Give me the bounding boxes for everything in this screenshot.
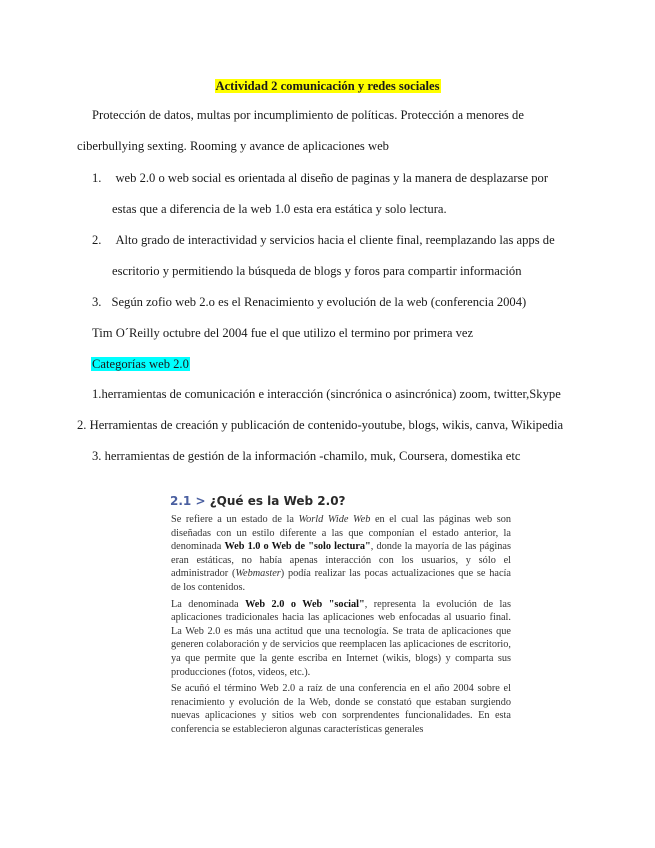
category-1: 1.herramientas de comunicación e interacción (sincrónica o asincrónica) zoom, twitter,Skype xyxy=(92,387,561,401)
scan-arrow-icon: > xyxy=(195,494,206,508)
categories-heading xyxy=(91,356,190,372)
category-2: 2. Herramientas de creación y publicación de contenido-youtube, blogs, wikis, canva, Wikipedia xyxy=(77,418,564,432)
list-item-2 xyxy=(92,232,555,248)
list-item-3-text: Según zofio web 2.o es el Renacimiento y evolución de la web (conferencia 2004) xyxy=(111,295,527,309)
scan-p1-webmaster: Webmaster xyxy=(235,568,281,580)
list-item-2-text: Alto grado de interactividad y servicios hacia el cliente final, reemplazando las apps de xyxy=(115,233,555,247)
scan-p1-web1: Web 1.0 o Web de "solo lectura" xyxy=(224,541,371,553)
document-title xyxy=(0,78,655,94)
scan-p1-part-a: Se refiere a un estado de la xyxy=(171,514,299,525)
list-item-2-number: 2. xyxy=(92,233,102,247)
category-3: 3. herramientas de gestión de la información -chamilo, muk, Coursera, domestika etc xyxy=(92,449,521,463)
list-item-1-text: web 2.0 o web social es orientada al diseño de paginas y la manera de desplazarse por xyxy=(115,171,549,185)
oreilly-line: Tim O´Reilly octubre del 2004 fue el que utilizo el termino por primera vez xyxy=(92,326,474,340)
list-item-1-number: 1. xyxy=(92,171,102,185)
list-item-2-continuation: escritorio y permitiendo la búsqueda de blogs y foros para compartir información xyxy=(112,264,522,278)
intro-line-1: Protección de datos, multas por incumplimiento de políticas. Protección a menores de xyxy=(92,108,524,122)
scan-section-number: 2.1 xyxy=(170,494,192,508)
list-item-1-continuation: estas que a diferencia de la web 1.0 esta era estática y solo lectura. xyxy=(112,202,447,216)
intro-line-2: ciberbullying sexting. Rooming y avance de aplicaciones web xyxy=(77,139,389,153)
list-item-3-number: 3. xyxy=(92,295,102,309)
list-item-3 xyxy=(92,294,526,310)
scanned-excerpt-image xyxy=(168,492,513,744)
scan-paragraph-2 xyxy=(171,598,511,680)
scan-p1-www: World Wide Web xyxy=(298,514,371,525)
scan-p1-part-c: , donde la mayoría de las páginas eran estáticas, no había apenas interacción con los usuarios, y sólo el administrador ( xyxy=(171,541,511,580)
scan-p1-part-b: en el cual las páginas web son diseñadas con un estilo diferente a las que componían el estado anterior, la denominada xyxy=(171,514,512,553)
scan-p2-part-b: , representa la evolución de las aplicaciones tradicionales hacia las aplicaciones web enfocadas al usuario final. La Web 2.0 es más una actitud que una tecnología. Se trata de aplicaciones que generen colaboración y de servicios que reemplacen las aplicaciones de escritorio, ya que permite que la gente escriba en Internet (wikis, blogs) y comparta sus producciones (fotos, videos, etc.). xyxy=(171,598,511,678)
scan-p2-web2: Web 2.0 o Web "social" xyxy=(245,598,365,610)
scan-paragraph-1 xyxy=(171,513,511,595)
scan-paragraph-3: Se acuñó el término Web 2.0 a raíz de una conferencia en el año 2004 sobre el renacimiento y evolución de la Web, donde se constató que estaban surgiendo nuevas aplicaciones y sitios web con sorprendentes funcionalidades. En esta conferencia se establecieron algunas características generales xyxy=(171,683,511,735)
scan-heading xyxy=(170,492,513,510)
scan-heading-text: ¿Qué es la Web 2.0? xyxy=(209,494,346,508)
document-title-text: Actividad 2 comunicación y redes sociales xyxy=(215,79,440,93)
categories-heading-text: Categorías web 2.0 xyxy=(92,357,189,371)
scan-p1-part-d: ) podía realizar las pocas actualizaciones que se hacía de los contenidos. xyxy=(171,568,511,593)
list-item-1 xyxy=(92,170,548,186)
scan-p2-part-a: La denominada xyxy=(171,598,246,610)
